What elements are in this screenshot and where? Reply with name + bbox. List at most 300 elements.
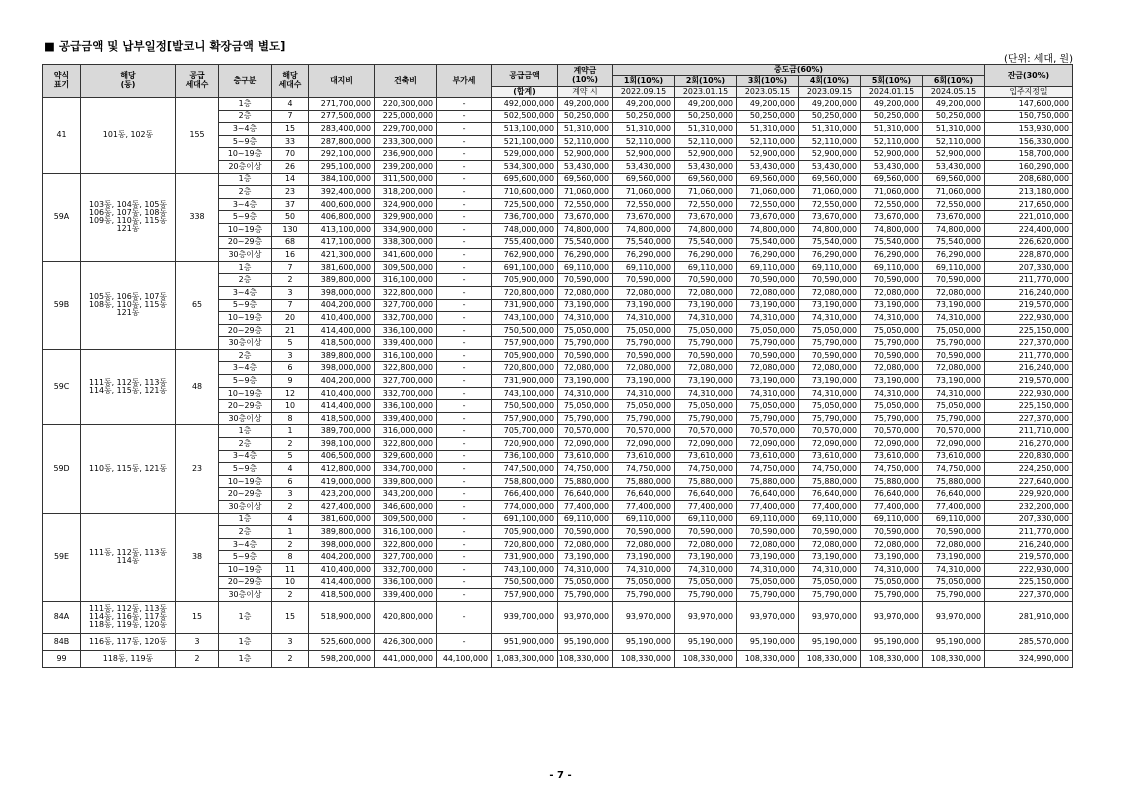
- contract-cell: 73,190,000: [558, 299, 613, 312]
- build-cost-cell: 318,200,000: [375, 186, 437, 199]
- installment-cell: 51,310,000: [799, 123, 861, 136]
- build-cost-cell: 225,000,000: [375, 110, 437, 123]
- land-cell: 525,600,000: [309, 633, 375, 650]
- vat-cell: -: [437, 475, 492, 488]
- installment-cell: 108,330,000: [675, 650, 737, 667]
- balance-cell: 225,150,000: [985, 576, 1073, 589]
- installment-cell: 74,750,000: [675, 463, 737, 476]
- build-cost-cell: 322,800,000: [375, 286, 437, 299]
- installment-cell: 73,190,000: [923, 551, 985, 564]
- header-installment-date-1: 2022.09.15: [613, 87, 675, 98]
- page-title: ■ 공급금액 및 납부일정[발코니 확장금액 별도]: [44, 39, 286, 53]
- vat-cell: 44,100,000: [437, 650, 492, 667]
- supply-units-cell: 3: [176, 633, 219, 650]
- installment-cell: 75,790,000: [675, 337, 737, 350]
- installment-cell: 75,880,000: [799, 475, 861, 488]
- installment-cell: 52,900,000: [737, 148, 799, 161]
- installment-cell: 52,900,000: [861, 148, 923, 161]
- land-cell: 414,400,000: [309, 400, 375, 413]
- floor-units-cell: 2: [272, 501, 309, 514]
- installment-cell: 50,250,000: [923, 110, 985, 123]
- installment-cell: 73,190,000: [923, 375, 985, 388]
- installment-cell: 73,670,000: [799, 211, 861, 224]
- installment-cell: 75,050,000: [799, 576, 861, 589]
- installment-cell: 72,080,000: [675, 362, 737, 375]
- floor-units-cell: 3: [272, 349, 309, 362]
- floor-units-cell: 21: [272, 324, 309, 337]
- build-cost-cell: 316,000,000: [375, 425, 437, 438]
- vat-cell: -: [437, 223, 492, 236]
- land-cell: 400,600,000: [309, 198, 375, 211]
- contract-cell: 49,200,000: [558, 98, 613, 111]
- balance-cell: 216,240,000: [985, 538, 1073, 551]
- vat-cell: -: [437, 601, 492, 633]
- installment-cell: 74,310,000: [861, 312, 923, 325]
- installment-cell: 72,080,000: [861, 362, 923, 375]
- contract-cell: 69,560,000: [558, 173, 613, 186]
- installment-cell: 53,430,000: [675, 160, 737, 173]
- supply-price-cell: 720,800,000: [492, 538, 558, 551]
- installment-cell: 76,290,000: [613, 249, 675, 262]
- installment-cell: 75,790,000: [613, 589, 675, 602]
- land-cell: 419,000,000: [309, 475, 375, 488]
- balance-cell: 219,570,000: [985, 299, 1073, 312]
- supply-units-cell: 23: [176, 425, 219, 513]
- installment-cell: 70,590,000: [675, 349, 737, 362]
- installment-cell: 69,110,000: [799, 261, 861, 274]
- header-installment-date-3: 2023.05.15: [737, 87, 799, 98]
- land-cell: 421,300,000: [309, 249, 375, 262]
- installment-cell: 69,110,000: [737, 513, 799, 526]
- installment-cell: 73,610,000: [799, 450, 861, 463]
- installment-cell: 69,110,000: [613, 513, 675, 526]
- vat-cell: -: [437, 299, 492, 312]
- installment-cell: 51,310,000: [613, 123, 675, 136]
- header-installment-date-6: 2024.05.15: [923, 87, 985, 98]
- installment-cell: 53,430,000: [799, 160, 861, 173]
- installment-cell: 74,750,000: [799, 463, 861, 476]
- header-land: 대지비: [309, 65, 375, 98]
- floor-units-cell: 12: [272, 387, 309, 400]
- contract-cell: 50,250,000: [558, 110, 613, 123]
- build-cost-cell: 343,200,000: [375, 488, 437, 501]
- installment-cell: 93,970,000: [675, 601, 737, 633]
- land-cell: 398,000,000: [309, 362, 375, 375]
- installment-cell: 73,670,000: [737, 211, 799, 224]
- supply-price-cell: 747,500,000: [492, 463, 558, 476]
- contract-cell: 76,640,000: [558, 488, 613, 501]
- type-cell: 59D: [43, 425, 81, 513]
- installment-cell: 72,550,000: [675, 198, 737, 211]
- installment-cell: 70,590,000: [861, 349, 923, 362]
- floor-cell: 10~19층: [219, 148, 272, 161]
- installment-cell: 73,190,000: [861, 375, 923, 388]
- contract-cell: 70,570,000: [558, 425, 613, 438]
- installment-cell: 72,080,000: [923, 362, 985, 375]
- contract-cell: 74,310,000: [558, 563, 613, 576]
- floor-cell: 2층: [219, 110, 272, 123]
- vat-cell: -: [437, 375, 492, 388]
- contract-cell: 74,800,000: [558, 223, 613, 236]
- header-installment-3: 3회(10%): [737, 76, 799, 87]
- build-cost-cell: 316,100,000: [375, 526, 437, 539]
- installment-cell: 70,590,000: [923, 526, 985, 539]
- installment-cell: 77,400,000: [675, 501, 737, 514]
- installment-cell: 70,570,000: [675, 425, 737, 438]
- installment-cell: 75,050,000: [799, 324, 861, 337]
- installment-cell: 76,290,000: [799, 249, 861, 262]
- build-cost-cell: 322,800,000: [375, 538, 437, 551]
- installment-cell: 77,400,000: [613, 501, 675, 514]
- supply-price-cell: 743,100,000: [492, 563, 558, 576]
- installment-cell: 72,090,000: [799, 438, 861, 451]
- land-cell: 410,400,000: [309, 563, 375, 576]
- installment-cell: 95,190,000: [675, 633, 737, 650]
- installment-cell: 93,970,000: [799, 601, 861, 633]
- supply-price-cell: 691,100,000: [492, 261, 558, 274]
- supply-price-cell: 691,100,000: [492, 513, 558, 526]
- installment-cell: 74,310,000: [923, 387, 985, 400]
- installment-cell: 95,190,000: [737, 633, 799, 650]
- balance-cell: 219,570,000: [985, 551, 1073, 564]
- supply-price-cell: 1,083,300,000: [492, 650, 558, 667]
- balance-cell: 281,910,000: [985, 601, 1073, 633]
- header-build-cost: 건축비: [375, 65, 437, 98]
- supply-price-cell: 731,900,000: [492, 375, 558, 388]
- contract-cell: 93,970,000: [558, 601, 613, 633]
- installment-cell: 73,190,000: [737, 375, 799, 388]
- floor-cell: 30층이상: [219, 412, 272, 425]
- floor-units-cell: 8: [272, 551, 309, 564]
- installment-cell: 75,790,000: [923, 589, 985, 602]
- build-cost-cell: 236,900,000: [375, 148, 437, 161]
- supply-units-cell: 155: [176, 98, 219, 174]
- balance-cell: 228,870,000: [985, 249, 1073, 262]
- installment-cell: 70,590,000: [613, 526, 675, 539]
- floor-cell: 3~4층: [219, 538, 272, 551]
- contract-cell: 72,080,000: [558, 362, 613, 375]
- supply-price-cell: 731,900,000: [492, 551, 558, 564]
- contract-cell: 72,090,000: [558, 438, 613, 451]
- build-cost-cell: 233,300,000: [375, 135, 437, 148]
- contract-cell: 108,330,000: [558, 650, 613, 667]
- supply-price-cell: 939,700,000: [492, 601, 558, 633]
- table-row: [43, 601, 1073, 633]
- installment-cell: 75,050,000: [799, 400, 861, 413]
- supply-price-cell: 534,300,000: [492, 160, 558, 173]
- installment-cell: 69,560,000: [737, 173, 799, 186]
- installment-cell: 74,800,000: [923, 223, 985, 236]
- build-cost-cell: 336,100,000: [375, 324, 437, 337]
- contract-cell: 75,880,000: [558, 475, 613, 488]
- installment-cell: 50,250,000: [861, 110, 923, 123]
- installment-cell: 70,590,000: [675, 526, 737, 539]
- balance-cell: 227,370,000: [985, 412, 1073, 425]
- floor-cell: 20~29층: [219, 324, 272, 337]
- installment-cell: 76,640,000: [861, 488, 923, 501]
- installment-cell: 50,250,000: [799, 110, 861, 123]
- land-cell: 418,500,000: [309, 337, 375, 350]
- installment-cell: 75,790,000: [799, 337, 861, 350]
- supply-price-cell: 758,800,000: [492, 475, 558, 488]
- supply-price-cell: 705,900,000: [492, 526, 558, 539]
- floor-cell: 2층: [219, 186, 272, 199]
- installment-cell: 70,590,000: [923, 274, 985, 287]
- supply-price-cell: 757,900,000: [492, 412, 558, 425]
- vat-cell: -: [437, 160, 492, 173]
- installment-cell: 95,190,000: [861, 633, 923, 650]
- installment-cell: 69,560,000: [923, 173, 985, 186]
- installment-cell: 72,090,000: [923, 438, 985, 451]
- floor-cell: 2층: [219, 438, 272, 451]
- header-installment-6: 6회(10%): [923, 76, 985, 87]
- vat-cell: -: [437, 123, 492, 136]
- contract-cell: 75,050,000: [558, 400, 613, 413]
- build-cost-cell: 239,200,000: [375, 160, 437, 173]
- vat-cell: -: [437, 412, 492, 425]
- floor-cell: 1층: [219, 513, 272, 526]
- land-cell: 406,500,000: [309, 450, 375, 463]
- price-schedule-table-wrap: [42, 64, 1073, 668]
- installment-cell: 73,190,000: [799, 551, 861, 564]
- installment-cell: 73,190,000: [799, 375, 861, 388]
- land-cell: 414,400,000: [309, 324, 375, 337]
- header-balance: 잔금(30%): [985, 65, 1073, 87]
- floor-units-cell: 10: [272, 576, 309, 589]
- installment-cell: 75,880,000: [613, 475, 675, 488]
- table-row: [43, 173, 1073, 186]
- installment-cell: 51,310,000: [923, 123, 985, 136]
- header-installment-date-2: 2023.01.15: [675, 87, 737, 98]
- type-cell: 41: [43, 98, 81, 174]
- installment-cell: 75,790,000: [613, 337, 675, 350]
- floor-cell: 5~9층: [219, 463, 272, 476]
- supply-price-cell: 743,100,000: [492, 312, 558, 325]
- land-cell: 384,100,000: [309, 173, 375, 186]
- installment-cell: 51,310,000: [675, 123, 737, 136]
- installment-cell: 72,080,000: [799, 538, 861, 551]
- vat-cell: -: [437, 576, 492, 589]
- installment-cell: 53,430,000: [861, 160, 923, 173]
- contract-cell: 72,080,000: [558, 538, 613, 551]
- build-cost-cell: 316,100,000: [375, 274, 437, 287]
- installment-cell: 74,310,000: [861, 563, 923, 576]
- supply-price-cell: 695,600,000: [492, 173, 558, 186]
- installment-cell: 73,190,000: [737, 299, 799, 312]
- installment-cell: 73,190,000: [675, 551, 737, 564]
- contract-cell: 75,790,000: [558, 337, 613, 350]
- installment-cell: 75,790,000: [675, 412, 737, 425]
- type-cell: 84B: [43, 633, 81, 650]
- vat-cell: -: [437, 362, 492, 375]
- installment-cell: 75,050,000: [675, 400, 737, 413]
- balance-cell: 226,620,000: [985, 236, 1073, 249]
- installment-cell: 73,190,000: [737, 551, 799, 564]
- supply-price-cell: 766,400,000: [492, 488, 558, 501]
- installment-cell: 73,190,000: [675, 299, 737, 312]
- installment-cell: 73,670,000: [923, 211, 985, 224]
- installment-cell: 53,430,000: [613, 160, 675, 173]
- installment-cell: 52,110,000: [613, 135, 675, 148]
- vat-cell: -: [437, 538, 492, 551]
- build-cost-cell: 327,700,000: [375, 375, 437, 388]
- installment-cell: 70,590,000: [799, 274, 861, 287]
- land-cell: 389,800,000: [309, 526, 375, 539]
- installment-cell: 76,290,000: [923, 249, 985, 262]
- building-cell: 105동, 106동, 107동 108동, 110동, 115동 121동: [81, 261, 176, 349]
- supply-units-cell: 48: [176, 349, 219, 425]
- land-cell: 398,100,000: [309, 438, 375, 451]
- contract-cell: 73,190,000: [558, 551, 613, 564]
- installment-cell: 75,050,000: [861, 400, 923, 413]
- build-cost-cell: 339,800,000: [375, 475, 437, 488]
- supply-price-cell: 736,700,000: [492, 211, 558, 224]
- installment-cell: 53,430,000: [923, 160, 985, 173]
- installment-cell: 70,590,000: [799, 526, 861, 539]
- header-contract-when: 계약 시: [558, 87, 613, 98]
- installment-cell: 69,110,000: [923, 513, 985, 526]
- installment-cell: 72,550,000: [923, 198, 985, 211]
- floor-units-cell: 3: [272, 488, 309, 501]
- installment-cell: 74,750,000: [737, 463, 799, 476]
- build-cost-cell: 322,800,000: [375, 438, 437, 451]
- build-cost-cell: 329,900,000: [375, 211, 437, 224]
- floor-units-cell: 1: [272, 526, 309, 539]
- installment-cell: 108,330,000: [613, 650, 675, 667]
- floor-units-cell: 5: [272, 450, 309, 463]
- installment-cell: 108,330,000: [923, 650, 985, 667]
- installment-cell: 73,190,000: [799, 299, 861, 312]
- building-cell: 111동, 112동, 113동 114동, 116동, 117동 118동, 119동, 120동: [81, 601, 176, 633]
- supply-price-cell: 762,900,000: [492, 249, 558, 262]
- installment-cell: 72,090,000: [613, 438, 675, 451]
- supply-price-cell: 521,100,000: [492, 135, 558, 148]
- installment-cell: 77,400,000: [737, 501, 799, 514]
- supply-units-cell: 65: [176, 261, 219, 349]
- balance-cell: 224,250,000: [985, 463, 1073, 476]
- floor-units-cell: 16: [272, 249, 309, 262]
- land-cell: 418,500,000: [309, 589, 375, 602]
- land-cell: 412,800,000: [309, 463, 375, 476]
- installment-cell: 72,080,000: [613, 538, 675, 551]
- installment-cell: 50,250,000: [675, 110, 737, 123]
- land-cell: 271,700,000: [309, 98, 375, 111]
- floor-units-cell: 20: [272, 312, 309, 325]
- installment-cell: 69,110,000: [861, 513, 923, 526]
- supply-price-cell: 513,100,000: [492, 123, 558, 136]
- build-cost-cell: 324,900,000: [375, 198, 437, 211]
- installment-cell: 52,900,000: [613, 148, 675, 161]
- installment-cell: 74,310,000: [613, 312, 675, 325]
- supply-price-cell: 750,500,000: [492, 324, 558, 337]
- installment-cell: 72,090,000: [675, 438, 737, 451]
- floor-cell: 20~29층: [219, 400, 272, 413]
- building-cell: 101동, 102동: [81, 98, 176, 174]
- land-cell: 398,000,000: [309, 538, 375, 551]
- supply-price-cell: 951,900,000: [492, 633, 558, 650]
- installment-cell: 73,670,000: [613, 211, 675, 224]
- build-cost-cell: 332,700,000: [375, 387, 437, 400]
- floor-units-cell: 2: [272, 274, 309, 287]
- installment-cell: 75,050,000: [613, 400, 675, 413]
- installment-cell: 75,540,000: [923, 236, 985, 249]
- floor-cell: 1층: [219, 261, 272, 274]
- installment-cell: 95,190,000: [799, 633, 861, 650]
- installment-cell: 75,790,000: [861, 337, 923, 350]
- installment-cell: 108,330,000: [861, 650, 923, 667]
- installment-cell: 69,110,000: [675, 261, 737, 274]
- installment-cell: 74,310,000: [737, 387, 799, 400]
- installment-cell: 75,540,000: [675, 236, 737, 249]
- build-cost-cell: 339,400,000: [375, 337, 437, 350]
- balance-cell: 150,750,000: [985, 110, 1073, 123]
- floor-units-cell: 33: [272, 135, 309, 148]
- header-balance-when: 입주지정일: [985, 87, 1073, 98]
- header-floor-units: 해당 세대수: [272, 65, 309, 98]
- vat-cell: -: [437, 438, 492, 451]
- build-cost-cell: 309,500,000: [375, 513, 437, 526]
- installment-cell: 69,110,000: [737, 261, 799, 274]
- installment-cell: 74,750,000: [613, 463, 675, 476]
- vat-cell: -: [437, 463, 492, 476]
- installment-cell: 77,400,000: [799, 501, 861, 514]
- building-cell: 110동, 115동, 121동: [81, 425, 176, 513]
- supply-price-cell: 705,700,000: [492, 425, 558, 438]
- vat-cell: -: [437, 387, 492, 400]
- supply-price-cell: 755,400,000: [492, 236, 558, 249]
- vat-cell: -: [437, 286, 492, 299]
- vat-cell: -: [437, 551, 492, 564]
- land-cell: 381,600,000: [309, 513, 375, 526]
- header-contract: 계약금 (10%): [558, 65, 613, 87]
- contract-cell: 53,430,000: [558, 160, 613, 173]
- installment-cell: 75,050,000: [613, 576, 675, 589]
- type-cell: 59B: [43, 261, 81, 349]
- installment-cell: 72,080,000: [799, 362, 861, 375]
- installment-cell: 70,590,000: [923, 349, 985, 362]
- vat-cell: -: [437, 186, 492, 199]
- installment-cell: 75,050,000: [923, 400, 985, 413]
- header-installment-1: 1회(10%): [613, 76, 675, 87]
- installment-cell: 75,880,000: [861, 475, 923, 488]
- supply-price-cell: 748,000,000: [492, 223, 558, 236]
- floor-cell: 1층: [219, 650, 272, 667]
- floor-cell: 5~9층: [219, 299, 272, 312]
- build-cost-cell: 332,700,000: [375, 563, 437, 576]
- floor-cell: 30층이상: [219, 501, 272, 514]
- installment-cell: 52,110,000: [737, 135, 799, 148]
- installment-cell: 77,400,000: [861, 501, 923, 514]
- installment-cell: 52,110,000: [923, 135, 985, 148]
- table-row: [43, 425, 1073, 438]
- installment-cell: 49,200,000: [737, 98, 799, 111]
- floor-units-cell: 3: [272, 633, 309, 650]
- installment-cell: 74,310,000: [737, 312, 799, 325]
- installment-cell: 72,080,000: [737, 538, 799, 551]
- vat-cell: -: [437, 110, 492, 123]
- land-cell: 389,800,000: [309, 349, 375, 362]
- floor-cell: 2층: [219, 274, 272, 287]
- land-cell: 410,400,000: [309, 387, 375, 400]
- balance-cell: 232,200,000: [985, 501, 1073, 514]
- build-cost-cell: 336,100,000: [375, 400, 437, 413]
- floor-cell: 1층: [219, 173, 272, 186]
- contract-cell: 73,670,000: [558, 211, 613, 224]
- installment-cell: 70,590,000: [613, 349, 675, 362]
- build-cost-cell: 334,900,000: [375, 223, 437, 236]
- contract-cell: 74,310,000: [558, 312, 613, 325]
- installment-cell: 70,570,000: [613, 425, 675, 438]
